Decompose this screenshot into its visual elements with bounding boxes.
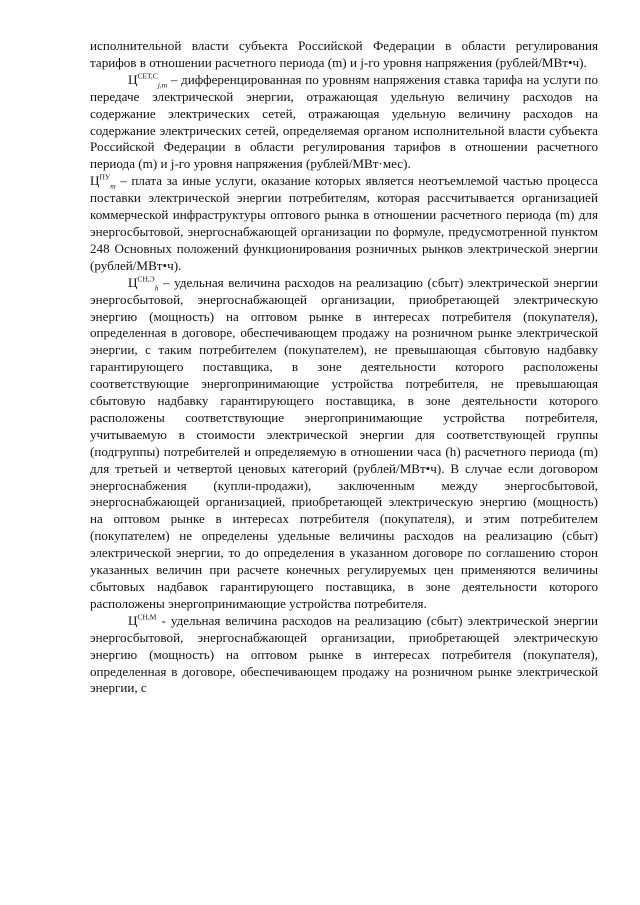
paragraph-1-text: – дифференцированная по уровням напряжения ставка тарифа на услуги по передаче электрической энергии, отражающая удельную величину расходов на содержание электрических сетей, отражающая удельную величину расходов на содержание электрических сетей, определяемая органом исполнительной власти субъекта Российской Федерации в области регулирования тарифов в отношении расчетного периода (m) и j-го уровня напряжения (рублей/МВт·мес). <box>90 71 598 172</box>
tariff-symbol: $Ц^{ПУ}_m$ <box>90 172 116 191</box>
document-page <box>90 38 598 697</box>
paragraph-4 <box>90 613 598 698</box>
paragraph-0-text: исполнительной власти субъекта Российской Федерации в области регулирования тарифов в отношении расчетного периода (m) и j-го уровня напряжения (рублей/МВт•ч). <box>90 38 598 70</box>
tariff-symbol: $Ц^{СН,Э}_h$ <box>128 274 159 293</box>
paragraph-3 <box>90 275 598 613</box>
tariff-symbol: $Ц^{СН,М}$ <box>128 612 157 628</box>
tariff-symbol: $Ц^{СЕТ,С}_{j,m}$ <box>128 71 168 90</box>
paragraph-3-text: – удельная величина расходов на реализацию (сбыт) электрической энергии энергосбытовой, энергоснабжающей организации, приобретающей электрическую энергию (мощность) на оптовом рынке в интересах потребителя (покупателя), определенная в договоре, обеспечивающем продажу на розничном рынке электрической энергии, с таким потребителем (покупателем), не превышающая сбытовую надбавку гарантирующего поставщика, в зоне деятельности которого расположены соответствующие энергопринимающие устройства потребителя, не превышающая сбытовую надбавку гарантирующего поставщика, в зоне деятельности которого расположены соответствующие энергопринимающие устройства потребителя, учитываемую в стоимости электрической энергии для соответствующей группы (подгруппы) потребителей и определяемую в отношении часа (h) расчетного периода (m) для третьей и четвертой ценовых категорий (рублей/МВт•ч). В случае если договором энергоснабжения (купли-продажи), заключенным между энергосбытовой, энергоснабжающей организацией, приобретающей электрическую энергию (мощность) на оптовом рынке в интересах потребителя (покупателя), и этим потребителем (покупателем) не определены удельные величины расходов на реализацию (сбыт) электрической энергии, то до определения в указанном договоре по соглашению сторон указанных величин при расчете конечных регулируемых цен применяются величины сбытовых надбавок гарантирующего поставщика, в зоне деятельности которого расположены энергопринимающие устройства потребителя. <box>90 274 598 611</box>
paragraph-1 <box>90 72 598 173</box>
paragraph-0 <box>90 38 598 72</box>
paragraph-4-text: - удельная величина расходов на реализацию (сбыт) электрической энергии энергосбытовой, энергоснабжающей организации, приобретающей электрическую энергию (мощность) на оптовом рынке в интересах потребителя (покупателя), определенная в договоре, обеспечивающем продажу на розничном рынке электрической энергии, с <box>90 612 598 696</box>
paragraph-2 <box>90 173 598 274</box>
paragraph-2-text: – плата за иные услуги, оказание которых является неотъемлемой частью процесса поставки электрической энергии потребителям, которая рассчитывается организацией коммерческой инфраструктуры оптового рынка в отношении расчетного периода (m) для энергосбытовой, энергоснабжающей организации по формуле, предусмотренной пунктом 248 Основных положений функционирования розничных рынков электрической энергии (рублей/МВт•ч). <box>90 173 598 273</box>
